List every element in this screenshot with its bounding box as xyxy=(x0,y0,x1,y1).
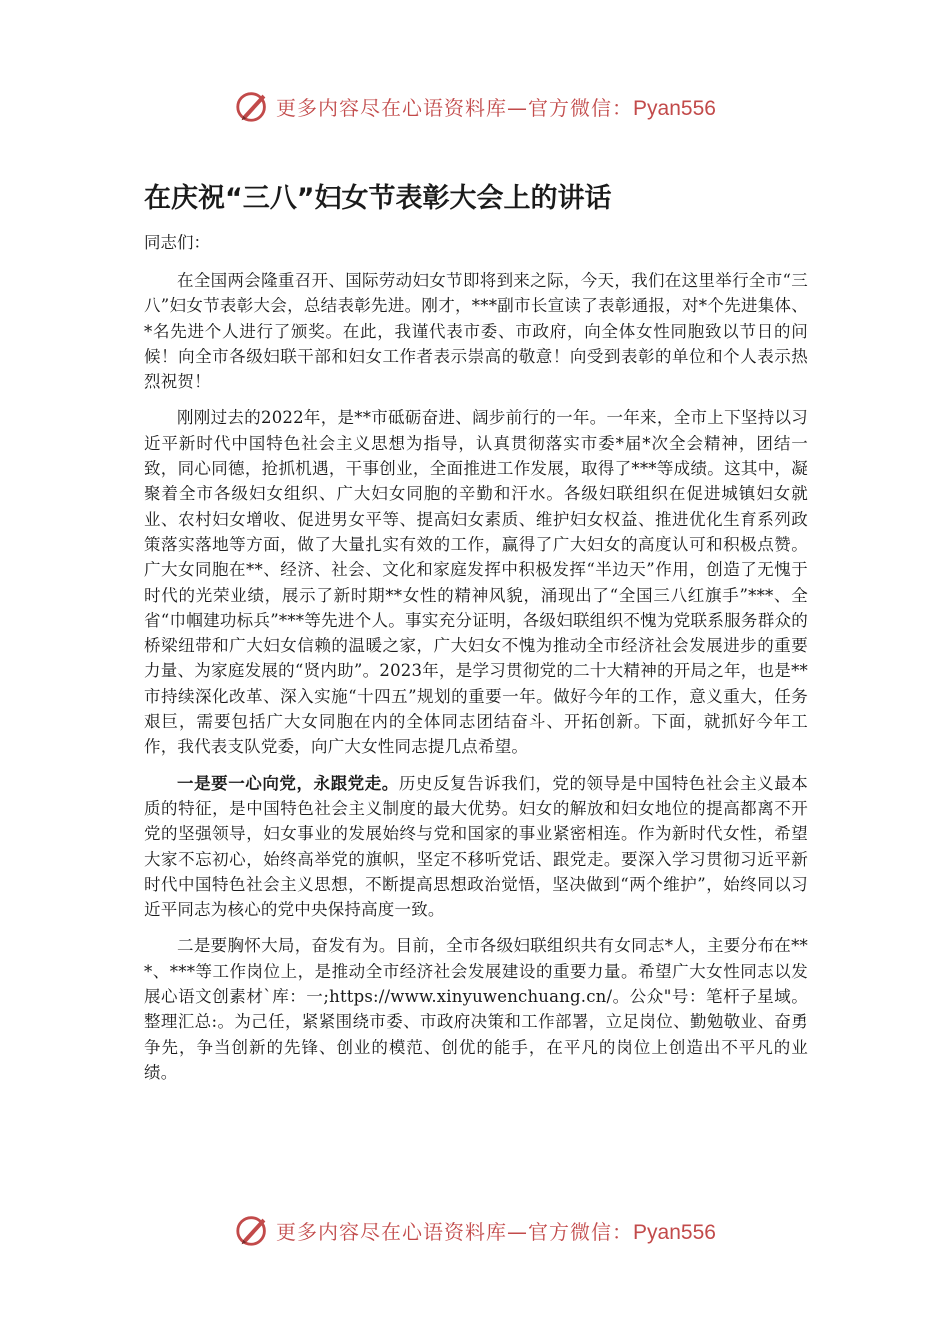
wechat-id: Pyan556 xyxy=(633,96,716,120)
paragraph-4-text-a: 二是要胸怀大局，奋发有为。目前，全市各级妇联组织共有女同志*人，主要分布在***、***等工作岗位上，是推动全市经济社会发展建设的重要力量。希望广大女性同志以发展心语文创素材`库：一;https://www.xinyuwenchuang.cn/。公众"号：笔杆子星域。整理汇总:。 xyxy=(144,936,808,1032)
footer-banner xyxy=(0,1208,950,1252)
banner-text: 更多内容尽在心语资料库—官方微信：Pyan556 xyxy=(276,1219,716,1244)
paragraph-3-heading: 一是要一心向党，永跟党走。 xyxy=(177,773,399,793)
wechat-id: Pyan556 xyxy=(633,1220,716,1244)
paragraph-4-text-b: 为己任，紧紧围绕市委、市政府决策和工作部署，立足岗位、勤勉敬业、奋勇争先，争当创新的先锋、创业的模范、创优的能手，在平凡的岗位上创造出不平凡的业绩。 xyxy=(144,1012,808,1082)
paragraph-3-text: 历史反复告诉我们，党的领导是中国特色社会主义最本质的特征，是中国特色社会主义制度的最大优势。妇女的解放和妇女地位的提高都离不开党的坚强领导，妇女事业的发展始终与党和国家的事业紧密相连。作为新时代女性，希望大家不忘初心，始终高举党的旗帜，坚定不移听党话、跟党走。要深入学习贯彻习近平新时代中国特色社会主义思想，不断提高思想政治觉悟，坚决做到“两个维护”，始终同以习近平同志为核心的党中央保持高度一致。 xyxy=(144,773,808,920)
paragraph-4 xyxy=(144,933,808,1085)
document-title: 在庆祝“三八”妇女节表彰大会上的讲话 xyxy=(144,183,612,214)
pen-circle-logo-icon xyxy=(234,1211,272,1249)
paragraph-1: 在全国两会隆重召开、国际劳动妇女节即将到来之际，今天，我们在这里举行全市“三八”妇女节表彰大会，总结表彰先进。刚才，***副市长宣读了表彰通报，对*个先进集体、*名先进个人进行了颁奖。在此，我谨代表市委、市政府，向全体女性同胞致以节日的问候！向全市各级妇联干部和妇女工作者表示崇高的敬意！向受到表彰的单位和个人表示热烈祝贺！ xyxy=(144,271,808,392)
banner-text: 更多内容尽在心语资料库—官方微信：Pyan556 xyxy=(276,95,716,120)
pen-circle-logo-icon xyxy=(234,87,272,125)
document-body xyxy=(144,230,808,1096)
greeting: 同志们： xyxy=(144,233,210,252)
paragraph-2: 刚刚过去的2022年，是**市砥砺奋进、阔步前行的一年。一年来，全市上下坚持以习近平新时代中国特色社会主义思想为指导，认真贯彻落实市委*届*次全会精神，团结一致，同心同德，抢抓机遇，干事创业，全面推进工作发展，取得了***等成绩。这其中，凝聚着全市各级妇女组织、广大妇女同胞的辛勤和汗水。各级妇联组织在促进城镇妇女就业、农村妇女增收、促进男女平等、提高妇女素质、维护妇女权益、推进优化生育系列政策落实落地等方面，做了大量扎实有效的工作，赢得了广大妇女的高度认可和积极点赞。广大女同胞在**、经济、社会、文化和家庭发挥中积极发挥“半边天”作用，创造了无愧于时代的光荣业绩，展示了新时期**女性的精神风貌，涌现出了“全国三八红旗手”***、全省“巾帼建功标兵”***等先进个人。事实充分证明，各级妇联组织不愧为党联系服务群众的桥梁纽带和广大妇女信赖的温暖之家，广大妇女不愧为推动全市经济社会发展进步的重要力量、为家庭发展的“贤内助”。2023年，是学习贯彻党的二十大精神的开局之年，也是**市持续深化改革、深入实施“十四五”规划的重要一年。做好今年的工作，意义重大，任务艰巨，需要包括广大女同胞在内的全体同志团结奋斗、开拓创新。下面，就抓好今年工作，我代表支队党委，向广大女性同志提几点希望。 xyxy=(144,408,808,757)
header-banner xyxy=(0,84,950,128)
paragraph-3 xyxy=(144,771,808,923)
